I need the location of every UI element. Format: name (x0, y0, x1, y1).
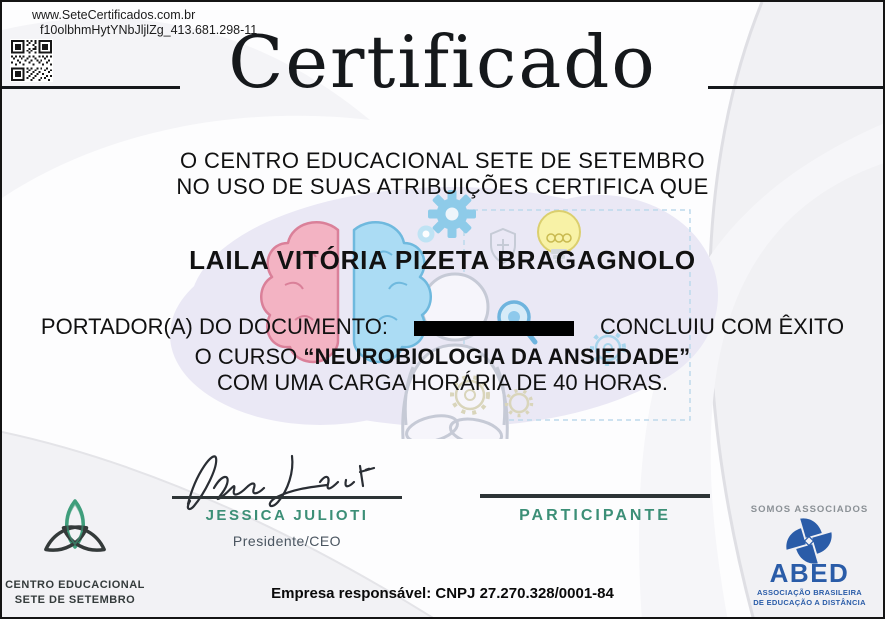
participant-label: PARTICIPANTE (519, 507, 671, 524)
certificate-site-url: www.SeteCertificados.com.br (32, 8, 196, 22)
signer-name: JESSICA JULIOTI (205, 507, 369, 524)
recipient-name: LAILA VITÓRIA PIZETA BRAGAGNOLO (189, 245, 696, 275)
certificate-title: Certificado (228, 20, 657, 104)
brain-learning-illustration (170, 185, 726, 439)
course-name: “NEUROBIOLOGIA DA ANSIEDADE” (303, 344, 691, 369)
document-number-redaction (414, 321, 574, 336)
document-line (2, 314, 883, 340)
title-rule-right (708, 86, 885, 89)
certificate-id: f10olbhmHytYNbJljlZg_413.681.298-11 (40, 23, 258, 37)
participant-line (480, 494, 710, 498)
company-cnpj: Empresa responsável: CNPJ 27.270.328/0001-84 (271, 585, 614, 602)
course-prefix: O CURSO (194, 344, 304, 369)
signature-line (172, 496, 402, 499)
course-line (2, 344, 883, 370)
small-gear-icon (418, 226, 435, 243)
workload-line: COM UMA CARGA HORÁRIA DE 40 HORAS. (216, 370, 669, 395)
school-name-line-2: SETE DE SETEMBRO (14, 594, 136, 606)
abed-subtitle-line-1: ASSOCIAÇÃO BRASILEIRA (756, 588, 863, 597)
intro-line-2: NO USO DE SUAS ATRIBUIÇÕES CERTIFICA QUE (176, 174, 709, 199)
abed-tagline: SOMOS ASSOCIADOS (750, 504, 869, 515)
school-name-line-1: CENTRO EDUCACIONAL (5, 579, 145, 591)
abed-name: ABED (769, 558, 850, 588)
abed-subtitle-line-2: DE EDUCAÇÃO A DISTÂNCIA (753, 598, 866, 607)
handwritten-signature (170, 442, 410, 512)
school-logo-triquetra-icon (29, 498, 121, 578)
document-label: PORTADOR(A) DO DOCUMENTO: (40, 314, 389, 339)
conclusion-text: CONCLUIU COM ÊXITO (600, 314, 845, 339)
intro-line-1: O CENTRO EDUCACIONAL SETE DE SETEMBRO (180, 148, 705, 173)
signer-role: Presidente/CEO (232, 533, 342, 549)
